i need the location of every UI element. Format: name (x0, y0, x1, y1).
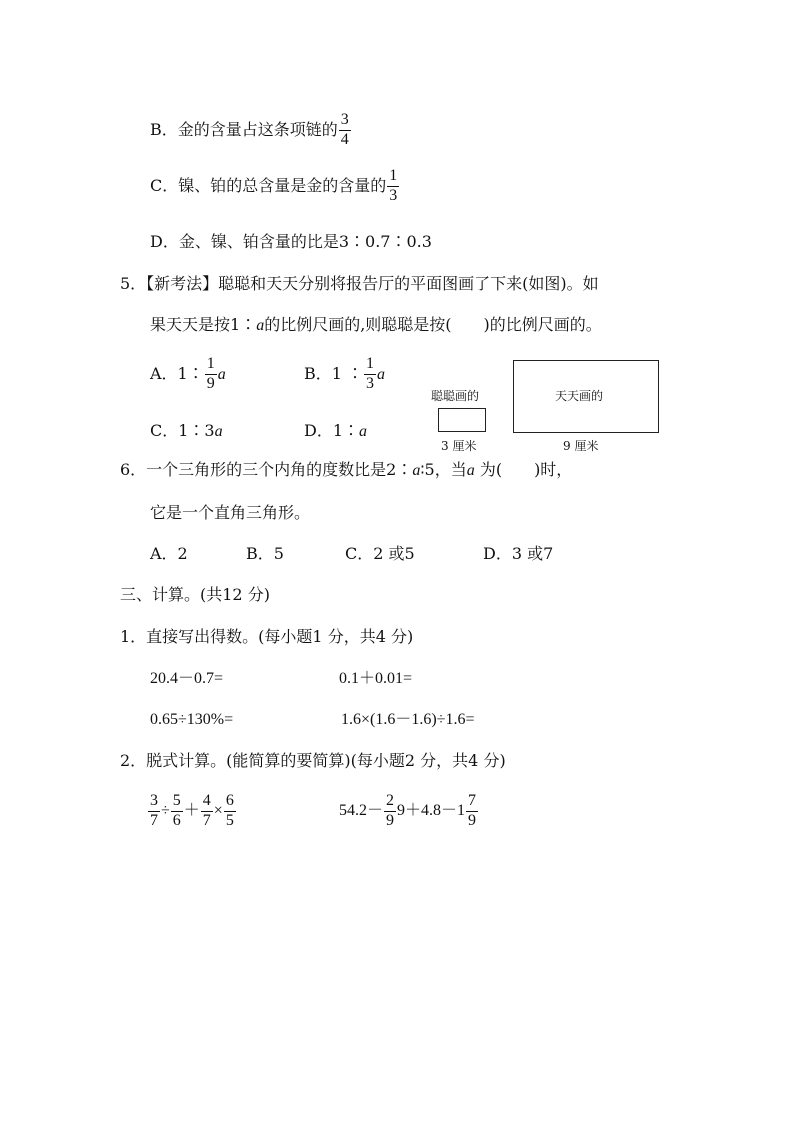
fraction-denominator: 7 (202, 811, 211, 829)
fraction-numerator: 4 (202, 792, 211, 809)
expression-part: 9＋4.8－1 (397, 801, 466, 819)
q5-option-b-prefix: B．1 ∶ (304, 363, 364, 383)
q4-option-b (150, 112, 352, 149)
q4-option-c-fraction (387, 168, 399, 205)
fraction-denominator: 5 (225, 811, 234, 829)
calc-q1-title: 1．直接写出得数。(每小题1 分，共4 分) (120, 627, 414, 646)
fraction-denominator: 9 (468, 811, 477, 829)
calc-expression-2 (339, 793, 479, 830)
fraction (384, 793, 396, 830)
q6-stem-line1 (120, 462, 572, 479)
fraction-numerator: 6 (225, 792, 234, 809)
calc-item-2: 0.1＋0.01= (339, 670, 413, 687)
q5-option-d-prefix: D．1∶ (304, 421, 360, 440)
operator: × (213, 801, 223, 819)
fraction-numerator: 1 (389, 167, 398, 184)
calc-item-4: 1.6×(1.6－1.6)÷1.6= (341, 711, 475, 728)
large-drawing-label: 天天画的 (555, 389, 604, 403)
fraction-numerator: 3 (150, 792, 158, 809)
fraction-denominator: 7 (150, 811, 158, 829)
q5-option-a (150, 356, 226, 393)
fraction-numerator: 3 (340, 111, 349, 128)
q4-option-c (150, 168, 400, 205)
fraction (148, 793, 160, 830)
operator: ＋ (183, 801, 200, 819)
fraction (171, 793, 183, 830)
fraction (201, 793, 213, 830)
section-3-title: 三、计算。(共12 分) (120, 585, 270, 604)
fraction-denominator: 6 (172, 811, 181, 829)
q5-option-a-prefix: A．1∶ (150, 363, 204, 383)
large-drawing-caption: 9 厘米 (563, 439, 599, 453)
q4-option-c-text: C．镍、铂的总含量是金的含量的 (150, 175, 387, 195)
q5-option-d (304, 423, 367, 440)
q4-option-b-text: B．金的含量占这条项链的 (150, 119, 338, 139)
fraction-numerator: 2 (386, 792, 395, 809)
q5-variable: a (256, 317, 265, 334)
fraction (466, 793, 478, 830)
q6-stem-text-c: 为( )时， (474, 460, 573, 479)
fraction-numerator: 1 (206, 355, 215, 372)
fraction-denominator: 3 (389, 186, 398, 204)
small-floor-plan-rect (438, 408, 486, 432)
calc-item-1: 20.4－0.7= (150, 670, 224, 687)
small-drawing-caption: 3 厘米 (441, 439, 477, 453)
q5-option-b-fraction (364, 356, 376, 393)
calc-expression-1 (147, 793, 237, 830)
q6-option-b: B．5 (246, 544, 284, 563)
fraction (224, 793, 236, 830)
small-drawing-label: 聪聪画的 (431, 389, 480, 403)
q6-option-a: A．2 (150, 544, 188, 563)
fraction-numerator: 7 (468, 792, 477, 809)
q5-stem-text-a: 果天天是按1∶ (150, 315, 257, 334)
fraction-numerator: 1 (366, 355, 375, 372)
q4-option-b-fraction (339, 112, 351, 149)
q5-option-a-fraction (205, 356, 217, 393)
q5-option-b (304, 356, 385, 393)
fraction-numerator: 5 (172, 792, 181, 809)
calc-q2-title: 2．脱式计算。(能简算的要简算)(每小题2 分，共4 分) (120, 751, 506, 770)
q5-stem-text-b: 的比例尺画的,则聪聪是按( )的比例尺画的。 (264, 315, 602, 334)
q6-variable-1: a (412, 462, 421, 479)
q4-option-d: D．金、镍、铂含量的比是3∶0.7∶0.3 (150, 232, 432, 251)
q5-option-c-prefix: C．1∶3 (150, 421, 215, 440)
fraction-denominator: 3 (366, 374, 375, 392)
q6-stem-line2: 它是一个直角三角形。 (150, 503, 311, 522)
q5-option-c (150, 423, 223, 440)
q5-stem-line2 (150, 317, 602, 334)
q5-option-a-variable: a (217, 365, 226, 383)
q6-option-d: D．3 或7 (483, 544, 554, 563)
fraction-denominator: 9 (206, 374, 215, 392)
q6-stem-text-b: ∶5，当 (420, 460, 467, 479)
q6-variable-2: a (466, 462, 475, 479)
q6-stem-text-a: 6．一个三角形的三个内角的度数比是2∶ (120, 460, 413, 479)
fraction-denominator: 9 (386, 811, 395, 829)
operator: ÷ (161, 801, 170, 819)
fraction-denominator: 4 (340, 130, 349, 148)
q5-option-d-variable: a (359, 423, 368, 440)
expression-part: 54.2－ (339, 801, 384, 819)
q6-option-c: C．2 或5 (345, 544, 415, 563)
q5-option-c-variable: a (214, 423, 223, 440)
q5-option-b-variable: a (377, 365, 386, 383)
calc-item-3: 0.65÷130%= (150, 711, 234, 728)
q5-stem-line1: 5．【新考法】聪聪和天天分别将报告厅的平面图画了下来(如图)。如 (120, 274, 599, 293)
